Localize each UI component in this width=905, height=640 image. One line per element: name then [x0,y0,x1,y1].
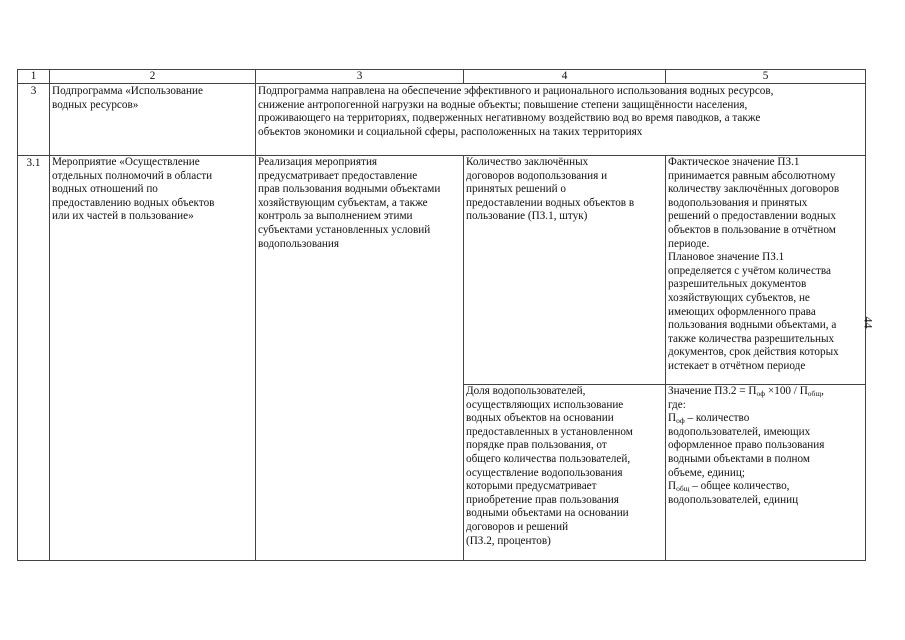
def2-symbol: П [668,480,677,493]
def1-symbol: П [668,412,677,425]
program-table [17,69,866,561]
formula-mid: ×100 / П [765,385,808,397]
indicator-1-method: Фактическое значение ПЗ.1 принимается равным абсолютному количеству заключённых договоров водопользования и принятых решений о предоставлении водных объектов в пользование в отчётном периоде. Плановое значение ПЗ.1 определяется с учётом количества разрешительных документов хозяйствующих субъектов, не имеющих оформленного права пользования водными объектами, а также количества разрешительных документов, срок действия которых истекает в отчётном периоде [666,156,866,385]
header-col-5: 5 [666,70,866,84]
formula-sub-of: оф [756,389,766,398]
subprogram-row [18,84,866,156]
measure-description: Реализация мероприятия предусматривает предоставление прав пользования водными объектами хозяйствующим субъектам, а также контроль за выполнением этими субъектами установленных условий водопользования [256,156,464,561]
indicator-1-name: Количество заключённых договоров водопользования и принятых решений о предоставлении водных объектов в пользование (ПЗ.1, штук) [464,156,666,385]
formula-suffix: , [821,385,824,397]
page-number: 44 [861,316,876,329]
formula-prefix: Значение ПЗ.2 = П [668,385,757,397]
def2-text: – общее количество, водопользователей, единиц [668,480,799,506]
indicator-2-name: Доля водопользователей, осуществляющих использование водных объектов на основании предоставленных в установленном порядке прав пользования, от общего количества пользователей, осуществление водопользования которыми предусматривает приобретение прав пользования водными объектами на основании договоров и решений (ПЗ.2, процентов) [464,385,666,561]
measure-title: Мероприятие «Осуществление отдельных полномочий в области водных отношений по предоставлению водных объектов или их частей в пользование» [50,156,256,561]
subprogram-description: Подпрограмма направлена на обеспечение эффективного и рационального использования водных ресурсов, снижение антропогенной нагрузки на водные объекты; повышение степени защищённости населения, проживающего на территориях, подверженных негативному воздействию вод во время паводков, а также объектов экономики и социальной сферы, расположенных на таких территориях [256,84,866,156]
subprogram-title: Подпрограмма «Использование водных ресурсов» [50,84,256,156]
header-col-3: 3 [256,70,464,84]
header-row [18,70,866,84]
header-col-4: 4 [464,70,666,84]
subprogram-number: 3 [18,84,50,156]
measure-row [18,156,866,385]
header-col-2: 2 [50,70,256,84]
formula-where: где: [668,398,686,411]
header-col-1: 1 [18,70,50,84]
def2-sub: общ [676,484,690,494]
def1-sub: оф [676,416,685,426]
measure-number: 3.1 [18,156,50,561]
formula-sub-obsh: общ [807,389,822,398]
def1-text: – количество водопользователей, имеющих оформленное право пользования водными объектами в полном объеме, единиц; [668,412,825,479]
indicator-2-method [666,385,866,561]
